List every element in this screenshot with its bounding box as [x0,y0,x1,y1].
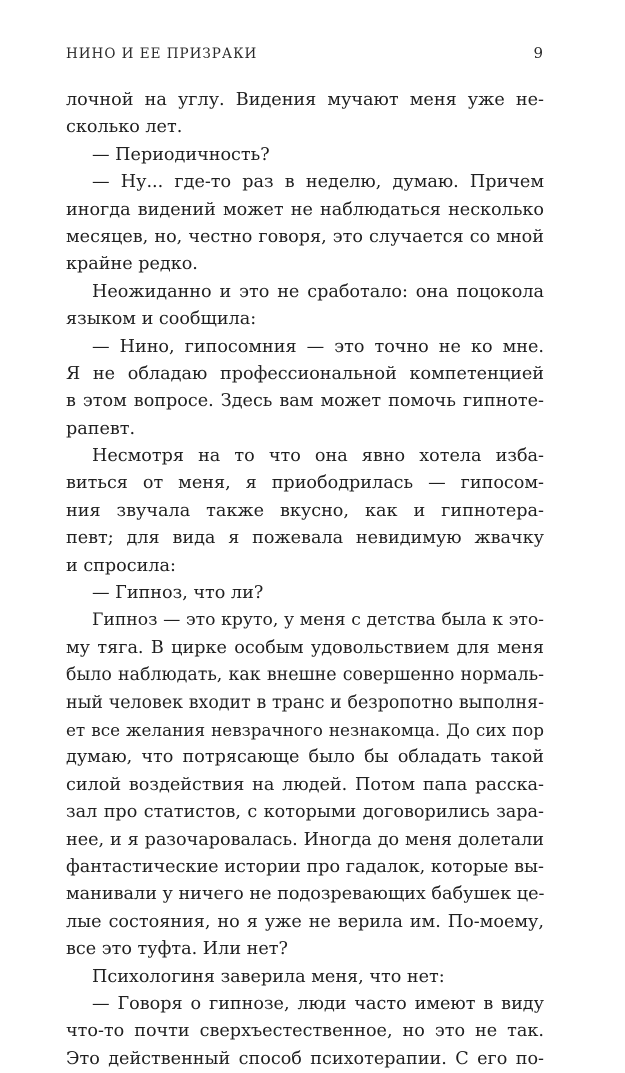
text-line: му тяга. В цирке особым удовольствием для меня [66,637,544,658]
text-line: все это туфта. Или нет? [66,939,288,960]
text-line: месяцев, но, честно говоря, это случается со мной [66,226,544,247]
text-line: Неожиданно и это не сработало: она поцокола [92,281,544,302]
text-line: — Нино, гипосомния — это точно не ко мне. [92,336,544,357]
text-line: сколько лет. [66,117,183,138]
text-line: — Гипноз, что ли? [92,583,264,604]
text-line: Это действенный способ психотерапии. С его по- [66,1048,544,1069]
text-line: лые состояния, но я уже не верила им. По-моему, [66,911,544,932]
text-line: зал про статистов, с которыми договорились зара- [66,802,544,823]
text-line: в этом вопросе. Здесь вам может помочь гипноте- [66,391,544,412]
text-line: лочной на углу. Видения мучают меня уже не- [66,90,544,110]
text-line: Несмотря на то что она явно хотела изба- [92,446,544,467]
text-line: — Говоря о гипнозе, люди часто имеют в виду [92,993,544,1014]
text-line: фантастические истории про гадалок, которые вы- [66,856,544,877]
text-line: было наблюдать, как внешне совершенно нормаль- [66,665,544,686]
text-line: Я не обладаю профессиональной компетенцией [66,363,544,384]
text-line: Психологиня заверила меня, что нет: [92,966,445,987]
text-line: ния звучала также вкусно, как и гипнотера- [66,500,544,521]
text-line: — Периодичность? [92,144,270,165]
text-line: и спросила: [66,555,176,576]
page-number: 9 [533,44,543,62]
text-line: — Ну... где-то раз в неделю, думаю. Причем [92,172,544,193]
text-line: манивали у ничего не подозревающих бабушек це- [66,884,545,905]
text-line: языком и сообщила: [66,309,257,330]
text-line: думаю, что потрясающе было бы обладать такой [66,747,544,768]
text-line: ный человек входит в транс и безропотно выполня- [66,692,544,713]
text-line: рапевт. [66,418,136,439]
text-line: силой воздействия на людей. Потом папа расска- [66,774,544,795]
text-line: ет все желания невзрачного незнакомца. До сих пор [66,719,544,740]
body-text [66,87,544,1073]
text-line: нее, и я разочаровалась. Иногда до меня долетали [66,829,544,850]
text-line: певт; для вида я пожевала невидимую жвачку [66,528,544,549]
running-head-title: НИНО И ЕЕ ПРИЗРАКИ [66,46,258,62]
text-line: виться от меня, я приободрилась — гипосом- [66,473,544,494]
text-line: иногда видений может не наблюдаться несколько [66,199,544,220]
text-line: что-то почти сверхъестественное, но это не так. [66,1021,544,1042]
text-line: крайне редко. [66,254,198,275]
text-line: Гипноз — это круто, у меня с детства была к это- [92,610,544,631]
